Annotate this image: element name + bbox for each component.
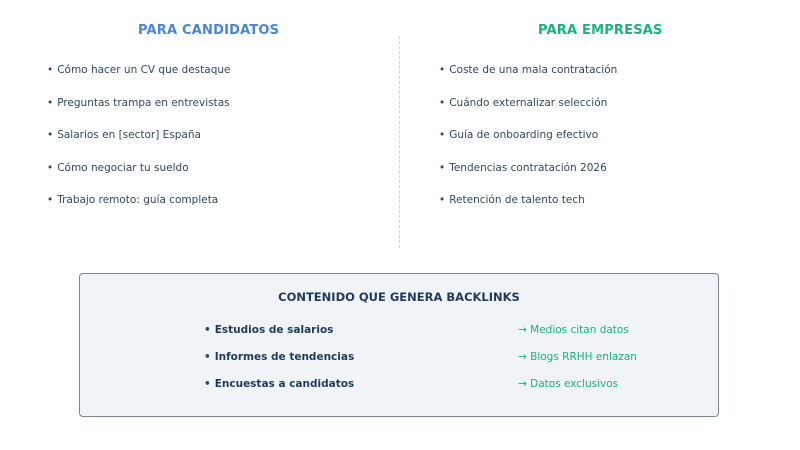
list-item: [47, 95, 230, 128]
companies-list: [439, 62, 617, 225]
bullet-icon: •: [47, 129, 54, 141]
list-item: [47, 62, 230, 95]
candidates-list: [47, 62, 230, 225]
list-item: [439, 160, 617, 193]
bullet-icon: •: [47, 194, 54, 206]
bullet-icon: •: [439, 161, 446, 174]
list-item: [47, 192, 230, 225]
backlink-content-item: [204, 350, 354, 364]
list-item-label: Cómo negociar tu sueldo: [57, 161, 189, 174]
backlink-content-item: [204, 323, 333, 337]
backlink-content-item: [204, 377, 354, 391]
list-item: [439, 62, 617, 95]
list-item-label: Salarios en [sector] España: [57, 129, 201, 141]
list-item: [47, 127, 230, 160]
list-item: [439, 95, 617, 128]
list-item-label: Cuándo externalizar selección: [449, 96, 608, 109]
backlink-content-label: Encuestas a candidatos: [214, 378, 355, 390]
candidates-title: PARA CANDIDATOS: [138, 23, 280, 38]
list-item-label: Guía de onboarding efectivo: [449, 129, 599, 141]
list-item: [439, 127, 617, 160]
bullet-icon: •: [439, 64, 446, 76]
list-item-label: Retención de talento tech: [449, 194, 585, 206]
companies-title: PARA EMPRESAS: [538, 23, 663, 38]
backlinks-box: [79, 273, 719, 417]
backlink-content-label: Estudios de salarios: [214, 324, 334, 336]
bullet-icon: •: [439, 194, 446, 206]
bullet-icon: •: [204, 378, 211, 390]
backlink-result-label: → Blogs RRHH enlazan: [518, 351, 637, 363]
list-item-label: Trabajo remoto: guía completa: [57, 194, 219, 206]
bullet-icon: •: [439, 129, 446, 141]
list-item: [439, 192, 617, 225]
column-divider: [399, 36, 400, 248]
bullet-icon: •: [439, 96, 446, 109]
bullet-icon: •: [204, 351, 211, 363]
list-item-label: Cómo hacer un CV que destaque: [57, 64, 231, 76]
backlinks-title: CONTENIDO QUE GENERA BACKLINKS: [278, 290, 520, 304]
bullet-icon: •: [204, 324, 211, 336]
backlink-content-label: Informes de tendencias: [214, 351, 355, 363]
bullet-icon: •: [47, 96, 54, 109]
list-item-label: Coste de una mala contratación: [449, 64, 618, 76]
bullet-icon: •: [47, 64, 54, 76]
list-item-label: Preguntas trampa en entrevistas: [57, 96, 230, 109]
backlink-result-label: → Medios citan datos: [518, 324, 629, 336]
backlink-result-label: → Datos exclusivos: [518, 378, 619, 390]
list-item-label: Tendencias contratación 2026: [449, 161, 607, 174]
list-item: [47, 160, 230, 193]
bullet-icon: •: [47, 161, 54, 174]
